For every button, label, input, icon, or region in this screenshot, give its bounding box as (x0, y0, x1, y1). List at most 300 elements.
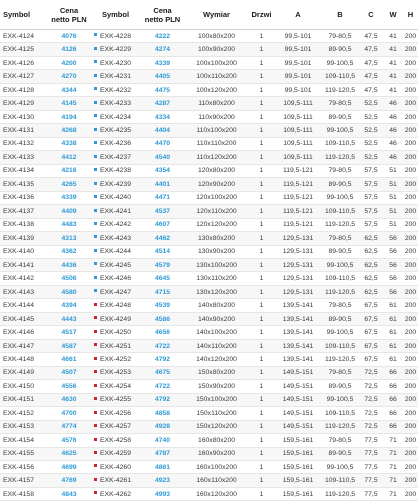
availability-marker-icon (94, 168, 97, 171)
cell-h: 200 (403, 164, 418, 177)
cell-price: 4200 (47, 56, 91, 69)
cell-b: 119-120,5 (321, 420, 359, 433)
cell-c: 67,5 (359, 312, 383, 325)
cell-price-2: 4787 (140, 447, 185, 460)
cell-a: 159,5-161 (275, 474, 321, 487)
cell-symbol: EXK-4154 (0, 434, 47, 447)
cell-price-2: 4514 (140, 245, 185, 258)
cell-a: 119,5-121 (275, 205, 321, 218)
cell-symbol-2 (91, 447, 140, 460)
cell-b: 89-90,5 (321, 380, 359, 393)
cell-c: 72,5 (359, 393, 383, 406)
table-row (0, 30, 418, 43)
table-row (0, 420, 418, 433)
header-b: B (321, 0, 359, 30)
cell-b: 109-110,5 (321, 137, 359, 150)
cell-symbol-2 (91, 205, 140, 218)
cell-w: 71 (383, 434, 403, 447)
cell-symbol: EXK-4143 (0, 285, 47, 298)
cell-c: 62,5 (359, 272, 383, 285)
cell-symbol-2 (91, 151, 140, 164)
cell-drzwi: 1 (248, 339, 275, 352)
cell-price-2: 4471 (140, 191, 185, 204)
cell-b: 99-100,5 (321, 258, 359, 271)
cell-w: 71 (383, 461, 403, 474)
table-row (0, 312, 418, 325)
cell-symbol: EXK-4147 (0, 339, 47, 352)
cell-drzwi: 1 (248, 353, 275, 366)
header-price: Cena netto PLN (47, 0, 91, 30)
cell-wymiar: 120x90x200 (185, 178, 248, 191)
cell-h: 200 (403, 83, 418, 96)
availability-marker-icon (94, 222, 97, 225)
table-row (0, 83, 418, 96)
cell-b: 79-80,5 (321, 299, 359, 312)
cell-h: 200 (403, 70, 418, 83)
cell-w: 41 (383, 83, 403, 96)
cell-w: 51 (383, 218, 403, 231)
cell-h: 200 (403, 97, 418, 110)
table-row (0, 205, 418, 218)
availability-marker-icon (94, 316, 97, 319)
cell-h: 200 (403, 218, 418, 231)
cell-h: 200 (403, 366, 418, 379)
cell-a: 139,5-141 (275, 326, 321, 339)
cell-h: 200 (403, 380, 418, 393)
availability-marker-icon (94, 330, 97, 333)
cell-price: 4517 (47, 326, 91, 339)
cell-c: 52,5 (359, 124, 383, 137)
availability-marker-icon (94, 60, 97, 63)
cell-b: 99-100,5 (321, 124, 359, 137)
cell-price-2: 4586 (140, 312, 185, 325)
cell-w: 46 (383, 151, 403, 164)
cell-symbol-2 (91, 272, 140, 285)
cell-c: 52,5 (359, 151, 383, 164)
cell-symbol: EXK-4148 (0, 353, 47, 366)
cell-w: 46 (383, 137, 403, 150)
cell-symbol: EXK-4138 (0, 218, 47, 231)
cell-c: 57,5 (359, 218, 383, 231)
cell-wymiar: 120x80x200 (185, 164, 248, 177)
cell-price: 4076 (47, 30, 91, 43)
cell-w: 61 (383, 339, 403, 352)
table-row (0, 285, 418, 298)
cell-c: 52,5 (359, 110, 383, 123)
cell-h: 200 (403, 285, 418, 298)
cell-price-2: 4354 (140, 164, 185, 177)
cell-b: 89-90,5 (321, 245, 359, 258)
table-row (0, 474, 418, 487)
cell-symbol-2-text: EXK-4229 (100, 46, 131, 54)
cell-price: 4630 (47, 393, 91, 406)
cell-w: 66 (383, 380, 403, 393)
cell-symbol-2 (91, 393, 140, 406)
cell-wymiar: 140x80x200 (185, 299, 248, 312)
cell-drzwi: 1 (248, 110, 275, 123)
cell-symbol-2-text: EXK-4262 (100, 490, 131, 498)
cell-drzwi: 1 (248, 205, 275, 218)
cell-wymiar: 120x100x200 (185, 191, 248, 204)
cell-symbol-2-text: EXK-4257 (100, 423, 131, 431)
cell-price-2: 4792 (140, 393, 185, 406)
cell-w: 71 (383, 474, 403, 487)
table-row (0, 393, 418, 406)
table-row (0, 232, 418, 245)
cell-h: 200 (403, 232, 418, 245)
cell-symbol-2 (91, 232, 140, 245)
cell-h: 200 (403, 178, 418, 191)
cell-drzwi: 1 (248, 380, 275, 393)
cell-b: 89-90,5 (321, 110, 359, 123)
cell-b: 89-90,5 (321, 178, 359, 191)
cell-b: 89-90,5 (321, 312, 359, 325)
cell-price: 4661 (47, 353, 91, 366)
cell-b: 119-120,5 (321, 151, 359, 164)
cell-symbol: EXK-4149 (0, 366, 47, 379)
cell-w: 56 (383, 232, 403, 245)
cell-a: 129,5-131 (275, 272, 321, 285)
cell-price-2: 4928 (140, 420, 185, 433)
cell-drzwi: 1 (248, 56, 275, 69)
cell-a: 109,5-111 (275, 124, 321, 137)
cell-wymiar: 140x90x200 (185, 312, 248, 325)
cell-wymiar: 160x110x200 (185, 474, 248, 487)
cell-w: 66 (383, 420, 403, 433)
cell-price: 4625 (47, 447, 91, 460)
cell-drzwi: 1 (248, 43, 275, 56)
header-h: H (403, 0, 418, 30)
table-row (0, 245, 418, 258)
cell-symbol-2-text: EXK-4228 (100, 32, 131, 40)
cell-price-2: 4540 (140, 151, 185, 164)
table-row (0, 487, 418, 500)
cell-a: 149,5-151 (275, 393, 321, 406)
cell-b: 109-110,5 (321, 474, 359, 487)
cell-a: 129,5-131 (275, 232, 321, 245)
availability-marker-icon (94, 235, 97, 238)
cell-symbol: EXK-4150 (0, 380, 47, 393)
cell-price: 4506 (47, 272, 91, 285)
header-price-2: Cena netto PLN (140, 0, 185, 30)
cell-b: 89-90,5 (321, 447, 359, 460)
table-row (0, 353, 418, 366)
cell-w: 61 (383, 312, 403, 325)
cell-symbol: EXK-4156 (0, 461, 47, 474)
cell-c: 57,5 (359, 164, 383, 177)
cell-symbol-2-text: EXK-4246 (100, 275, 131, 283)
cell-symbol-2 (91, 434, 140, 447)
cell-w: 46 (383, 124, 403, 137)
cell-c: 62,5 (359, 245, 383, 258)
cell-symbol-2-text: EXK-4249 (100, 315, 131, 323)
cell-a: 119,5-121 (275, 218, 321, 231)
cell-symbol-2-text: EXK-4259 (100, 450, 131, 458)
cell-wymiar: 110x110x200 (185, 137, 248, 150)
cell-symbol-2 (91, 164, 140, 177)
cell-symbol-2 (91, 407, 140, 420)
table-row (0, 366, 418, 379)
availability-marker-icon (94, 47, 97, 50)
cell-price-2: 4334 (140, 110, 185, 123)
cell-symbol: EXK-4145 (0, 312, 47, 325)
cell-price: 4576 (47, 434, 91, 447)
header-w: W (383, 0, 403, 30)
cell-drzwi: 1 (248, 299, 275, 312)
header-symbol: Symbol (0, 0, 47, 30)
availability-marker-icon (94, 464, 97, 467)
table-body (0, 30, 418, 501)
availability-marker-icon (94, 491, 97, 494)
cell-b: 79-80,5 (321, 30, 359, 43)
cell-c: 77,5 (359, 474, 383, 487)
cell-h: 200 (403, 407, 418, 420)
availability-marker-icon (94, 424, 97, 427)
header-a: A (275, 0, 321, 30)
cell-symbol-2-text: EXK-4230 (100, 59, 131, 67)
availability-marker-icon (94, 155, 97, 158)
cell-wymiar: 110x120x200 (185, 151, 248, 164)
cell-b: 79-80,5 (321, 434, 359, 447)
cell-drzwi: 1 (248, 393, 275, 406)
cell-symbol-2-text: EXK-4241 (100, 207, 131, 215)
cell-symbol-2-text: EXK-4237 (100, 153, 131, 161)
cell-c: 52,5 (359, 97, 383, 110)
cell-c: 67,5 (359, 339, 383, 352)
cell-price: 4436 (47, 258, 91, 271)
cell-w: 41 (383, 70, 403, 83)
cell-symbol-2-text: EXK-4242 (100, 221, 131, 229)
availability-marker-icon (94, 209, 97, 212)
table-row (0, 56, 418, 69)
cell-c: 47,5 (359, 30, 383, 43)
cell-drzwi: 1 (248, 447, 275, 460)
cell-price-2: 4404 (140, 124, 185, 137)
table-row (0, 124, 418, 137)
cell-price-2: 4740 (140, 434, 185, 447)
cell-w: 71 (383, 487, 403, 500)
cell-w: 61 (383, 326, 403, 339)
cell-a: 149,5-151 (275, 366, 321, 379)
cell-wymiar: 150x110x200 (185, 407, 248, 420)
cell-symbol: EXK-4152 (0, 407, 47, 420)
cell-w: 51 (383, 205, 403, 218)
cell-price-2: 4287 (140, 97, 185, 110)
cell-c: 57,5 (359, 205, 383, 218)
cell-a: 109,5-111 (275, 97, 321, 110)
cell-a: 99,5-101 (275, 30, 321, 43)
cell-price: 4339 (47, 191, 91, 204)
header-row (0, 0, 418, 30)
cell-price-2: 4715 (140, 285, 185, 298)
header-c: C (359, 0, 383, 30)
cell-symbol-2 (91, 218, 140, 231)
cell-symbol-2 (91, 487, 140, 500)
cell-h: 200 (403, 393, 418, 406)
cell-a: 119,5-121 (275, 178, 321, 191)
cell-h: 200 (403, 258, 418, 271)
availability-marker-icon (94, 343, 97, 346)
table-row (0, 164, 418, 177)
cell-c: 77,5 (359, 487, 383, 500)
cell-drzwi: 1 (248, 434, 275, 447)
table-row (0, 407, 418, 420)
table-row (0, 461, 418, 474)
cell-b: 99-100,5 (321, 393, 359, 406)
cell-symbol-2-text: EXK-4234 (100, 113, 131, 121)
cell-symbol-2 (91, 461, 140, 474)
availability-marker-icon (94, 141, 97, 144)
cell-symbol: EXK-4126 (0, 56, 47, 69)
cell-a: 99,5-101 (275, 43, 321, 56)
cell-price: 4145 (47, 97, 91, 110)
availability-marker-icon (94, 87, 97, 90)
cell-b: 109-110,5 (321, 70, 359, 83)
table-row (0, 258, 418, 271)
cell-c: 72,5 (359, 420, 383, 433)
cell-a: 139,5-141 (275, 353, 321, 366)
cell-w: 51 (383, 191, 403, 204)
cell-price-2: 4475 (140, 83, 185, 96)
cell-c: 77,5 (359, 461, 383, 474)
cell-symbol-2-text: EXK-4261 (100, 477, 131, 485)
cell-symbol: EXK-4129 (0, 97, 47, 110)
cell-h: 200 (403, 312, 418, 325)
cell-wymiar: 100x110x200 (185, 70, 248, 83)
cell-symbol-2 (91, 97, 140, 110)
cell-wymiar: 130x110x200 (185, 272, 248, 285)
cell-h: 200 (403, 30, 418, 43)
cell-symbol-2-text: EXK-4260 (100, 463, 131, 471)
cell-symbol: EXK-4135 (0, 178, 47, 191)
availability-marker-icon (94, 289, 97, 292)
cell-price-2: 4656 (140, 326, 185, 339)
cell-w: 61 (383, 353, 403, 366)
cell-symbol: EXK-4134 (0, 164, 47, 177)
cell-a: 159,5-161 (275, 461, 321, 474)
cell-price-2: 4722 (140, 380, 185, 393)
cell-price-2: 4274 (140, 43, 185, 56)
cell-b: 99-100,5 (321, 461, 359, 474)
cell-a: 119,5-121 (275, 191, 321, 204)
cell-price-2: 4792 (140, 353, 185, 366)
cell-symbol: EXK-4157 (0, 474, 47, 487)
cell-symbol-2-text: EXK-4236 (100, 140, 131, 148)
cell-price: 4843 (47, 487, 91, 500)
cell-c: 47,5 (359, 70, 383, 83)
cell-symbol: EXK-4151 (0, 393, 47, 406)
cell-wymiar: 120x110x200 (185, 205, 248, 218)
cell-wymiar: 130x100x200 (185, 258, 248, 271)
cell-price-2: 4645 (140, 272, 185, 285)
cell-h: 200 (403, 339, 418, 352)
cell-b: 109-110,5 (321, 339, 359, 352)
cell-a: 139,5-141 (275, 299, 321, 312)
cell-h: 200 (403, 245, 418, 258)
cell-b: 119-120,5 (321, 218, 359, 231)
table-row (0, 191, 418, 204)
cell-wymiar: 140x100x200 (185, 326, 248, 339)
cell-b: 119-120,5 (321, 83, 359, 96)
cell-c: 47,5 (359, 83, 383, 96)
cell-wymiar: 130x90x200 (185, 245, 248, 258)
cell-price-2: 4993 (140, 487, 185, 500)
cell-h: 200 (403, 124, 418, 137)
cell-c: 52,5 (359, 137, 383, 150)
cell-a: 109,5-111 (275, 151, 321, 164)
cell-w: 66 (383, 393, 403, 406)
cell-price-2: 4339 (140, 56, 185, 69)
cell-h: 200 (403, 434, 418, 447)
cell-wymiar: 150x120x200 (185, 420, 248, 433)
cell-wymiar: 120x120x200 (185, 218, 248, 231)
cell-symbol-2-text: EXK-4251 (100, 342, 131, 350)
cell-price: 4700 (47, 407, 91, 420)
cell-symbol: EXK-4127 (0, 70, 47, 83)
cell-drzwi: 1 (248, 312, 275, 325)
cell-h: 200 (403, 461, 418, 474)
cell-drzwi: 1 (248, 97, 275, 110)
cell-symbol-2-text: EXK-4250 (100, 329, 131, 337)
cell-price: 4394 (47, 299, 91, 312)
cell-symbol-2 (91, 420, 140, 433)
cell-drzwi: 1 (248, 420, 275, 433)
cell-symbol: EXK-4131 (0, 124, 47, 137)
availability-marker-icon (94, 370, 97, 373)
cell-symbol-2-text: EXK-4258 (100, 436, 131, 444)
cell-symbol-2-text: EXK-4248 (100, 302, 131, 310)
cell-symbol: EXK-4142 (0, 272, 47, 285)
cell-c: 47,5 (359, 56, 383, 69)
cell-b: 79-80,5 (321, 232, 359, 245)
cell-drzwi: 1 (248, 407, 275, 420)
cell-drzwi: 1 (248, 191, 275, 204)
cell-a: 129,5-131 (275, 245, 321, 258)
cell-h: 200 (403, 326, 418, 339)
cell-wymiar: 150x90x200 (185, 380, 248, 393)
cell-symbol-2 (91, 56, 140, 69)
cell-symbol: EXK-4144 (0, 299, 47, 312)
cell-price-2: 4861 (140, 461, 185, 474)
cell-price-2: 4579 (140, 258, 185, 271)
cell-drzwi: 1 (248, 285, 275, 298)
cell-h: 200 (403, 420, 418, 433)
cell-w: 46 (383, 110, 403, 123)
cell-price-2: 4923 (140, 474, 185, 487)
cell-c: 77,5 (359, 447, 383, 460)
cell-c: 62,5 (359, 285, 383, 298)
cell-h: 200 (403, 205, 418, 218)
header-wymiar: Wymiar (185, 0, 248, 30)
cell-symbol: EXK-4124 (0, 30, 47, 43)
cell-symbol-2 (91, 339, 140, 352)
cell-wymiar: 100x80x200 (185, 30, 248, 43)
cell-symbol-2 (91, 366, 140, 379)
cell-symbol: EXK-4155 (0, 447, 47, 460)
cell-c: 67,5 (359, 299, 383, 312)
cell-symbol-2 (91, 110, 140, 123)
cell-drzwi: 1 (248, 83, 275, 96)
cell-a: 159,5-161 (275, 434, 321, 447)
cell-c: 57,5 (359, 178, 383, 191)
cell-price: 4556 (47, 380, 91, 393)
cell-price: 4769 (47, 474, 91, 487)
cell-b: 99-100,5 (321, 56, 359, 69)
cell-w: 71 (383, 447, 403, 460)
cell-drzwi: 1 (248, 326, 275, 339)
cell-symbol-2-text: EXK-4245 (100, 261, 131, 269)
cell-wymiar: 160x90x200 (185, 447, 248, 460)
